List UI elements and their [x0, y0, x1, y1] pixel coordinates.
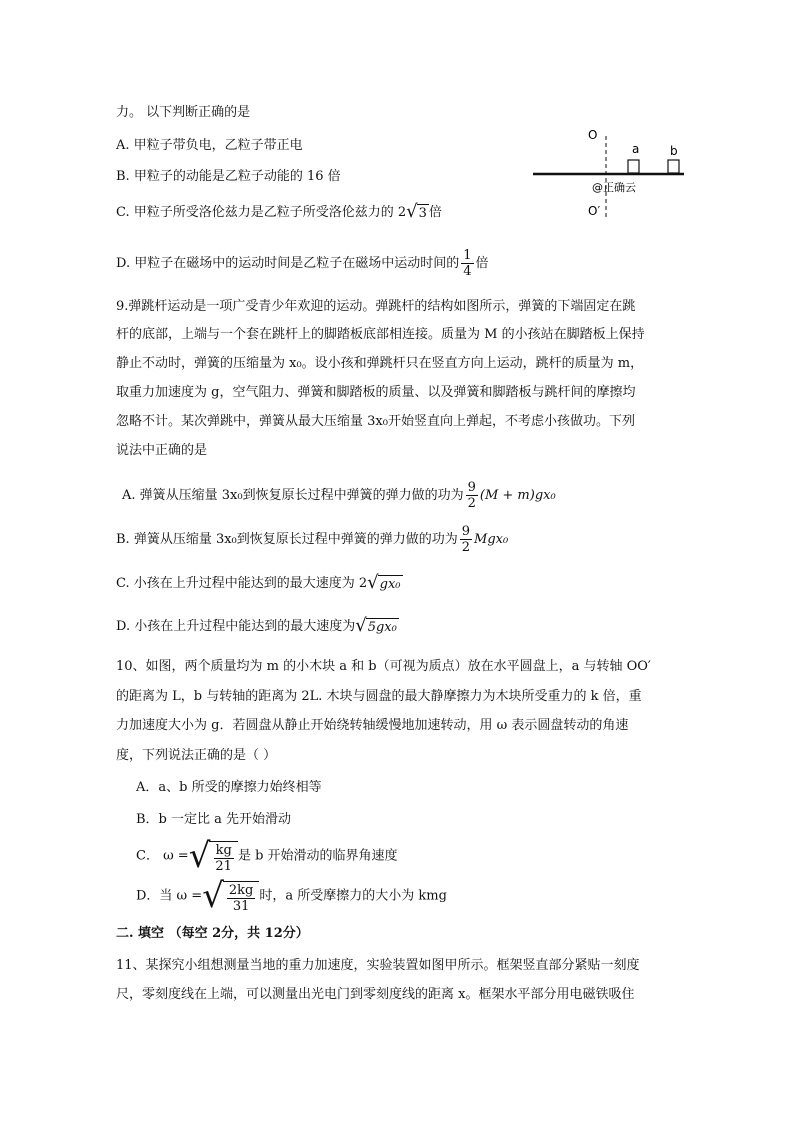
- q10-line-2: 的距离为 L，b 与转轴的距离为 2L. 木块与圆盘的最大静摩擦力为木块所受重力的 k 倍，重: [116, 689, 642, 704]
- q8-option-d-suffix: 倍: [475, 256, 489, 271]
- q9-option-c-radicand: gx₀: [379, 577, 401, 592]
- q10-option-c-text: C． ω =: [136, 848, 189, 864]
- q8-option-d: [116, 246, 489, 282]
- q8-stem-tail: 力。 以下判断正确的是: [116, 105, 251, 120]
- q9-option-d-radicand: 5gx₀: [367, 620, 397, 635]
- fraction: [466, 480, 478, 511]
- fraction-numerator: 9: [467, 480, 476, 495]
- fraction: [213, 843, 234, 874]
- sqrt-expression: √ 5gx₀: [355, 615, 397, 636]
- fraction-denominator: 4: [463, 264, 472, 279]
- fraction-denominator: 2: [467, 496, 476, 511]
- block-a: [628, 160, 639, 173]
- label-o-bottom: O′: [588, 204, 601, 218]
- q9-option-a-expression: (M + m)gx₀: [479, 488, 556, 503]
- q8-option-c: [116, 202, 442, 223]
- label-b: b: [670, 144, 678, 158]
- label-o-top: O: [588, 128, 598, 142]
- q10-option-a: A．a、b 所受的摩擦力始终相等: [136, 780, 322, 795]
- fraction-denominator: 2: [461, 540, 471, 555]
- fraction: [460, 524, 472, 555]
- q9-line-3: 静止不动时，弹簧的压缩量为 x₀。设小孩和弹跳杆只在竖直方向上运动，跳杆的质量为 m，: [116, 356, 644, 371]
- q9-option-b: [116, 522, 508, 558]
- q9-line-6: 说法中正确的是: [116, 443, 208, 458]
- q9-option-a-text: A. 弹簧从压缩量 3x₀到恢复原长过程中弹簧的弹力做的功为: [122, 488, 464, 503]
- q8-option-c-suffix: 倍: [428, 205, 442, 220]
- watermark: @正确云: [592, 181, 636, 194]
- fraction-numerator: 9: [461, 524, 471, 539]
- q11-line-1: 11、某探究小组想测量当地的重力加速度，实验装置如图甲所示。框架竖直部分紧贴一刻度: [116, 958, 640, 973]
- q9-line-4: 取重力加速度为 g，空气阻力、弹簧和脚踏板的质量、以及弹簧和脚踏板与跳杆间的摩擦均: [116, 385, 636, 400]
- fraction-denominator: 21: [215, 859, 232, 874]
- fraction: [227, 883, 255, 914]
- q9-option-c: [116, 573, 403, 594]
- q10-option-d-suffix: 时，a 所受摩擦力的大小为 kmg: [259, 888, 447, 904]
- fraction: [461, 248, 473, 279]
- q9-option-a: [122, 478, 556, 514]
- sqrt-expression: √ $\frac{2kg}{31}$: [202, 878, 259, 914]
- q11-line-2: 尺，零刻度线在上端，可以测量出光电门到零刻度线的距离 x。框架水平部分用电磁铁吸住: [116, 987, 635, 1002]
- q8-option-a: A. 甲粒子带负电，乙粒子带正电: [116, 138, 303, 153]
- q8-option-c-text: C. 甲粒子所受洛伦兹力是乙粒子所受洛伦兹力的 2: [116, 205, 407, 220]
- fraction-numerator: 2kg: [228, 883, 254, 898]
- q9-option-b-text: B. 弹簧从压缩量 3x₀到恢复原长过程中弹簧的弹力做的功为: [116, 532, 458, 547]
- q9-line-5: 忽略不计。某次弹跳中，弹簧从最大压缩量 3x₀开始竖直向上弹起，不考虑小孩做功。下列: [116, 414, 635, 429]
- q9-line-1: 9.弹跳杆运动是一项广受青少年欢迎的运动。弹跳杆的结构如图所示，弹簧的下端固定在跳: [116, 299, 636, 314]
- diagram-svg: [530, 122, 690, 222]
- label-a: a: [632, 142, 640, 156]
- q9-option-d-text: D. 小孩在上升过程中能达到的最大速度为: [116, 619, 356, 634]
- q10-option-d: [136, 878, 447, 915]
- sqrt-expression: √ gx₀: [367, 572, 401, 593]
- sqrt-expression: √ $\frac{kg}{21}$: [189, 838, 238, 874]
- fraction-numerator: kg: [215, 843, 232, 858]
- q8-option-b: B. 甲粒子的动能是乙粒子动能的 16 倍: [116, 169, 341, 184]
- q8-option-d-text: D. 甲粒子在磁场中的运动时间是乙粒子在磁场中运动时间的: [116, 256, 460, 271]
- sqrt-expression: √ 3: [406, 201, 427, 222]
- q10-option-c: [136, 838, 398, 875]
- q10-line-4: 度，下列说法正确的是（ ）: [116, 748, 277, 763]
- q10-line-3: 力加速度大小为 g．若圆盘从静止开始绕转轴缓慢地加速转动，用 ω 表示圆盘转动的角速: [116, 718, 629, 733]
- q9-line-2: 杆的底部，上端与一个套在跳杆上的脚踏板底部相连接。质量为 M 的小孩站在脚踏板上保持: [116, 327, 645, 342]
- block-b: [668, 160, 679, 173]
- q9-option-b-expression: Mgx₀: [474, 532, 509, 547]
- q9-option-c-text: C. 小孩在上升过程中能达到的最大速度为 2: [116, 576, 368, 591]
- fraction-denominator: 31: [232, 899, 250, 914]
- q10-option-c-suffix: 是 b 开始滑动的临界角速度: [237, 848, 398, 864]
- magnetic-field-diagram: [530, 122, 690, 222]
- q8-option-c-radicand: 3: [418, 206, 427, 221]
- q10-option-d-text: D．当 ω =: [136, 888, 203, 904]
- fraction-numerator: 1: [463, 248, 472, 263]
- q10-option-b: B．b 一定比 a 先开始滑动: [136, 812, 292, 827]
- q10-line-1: 10、如图，两个质量均为 m 的小木块 a 和 b（可视为质点）放在水平圆盘上，a 与转轴 OO′: [116, 659, 651, 674]
- q9-option-d: [116, 616, 399, 637]
- section-heading: 二. 填空 （每空 2分，共 12分）: [116, 926, 309, 941]
